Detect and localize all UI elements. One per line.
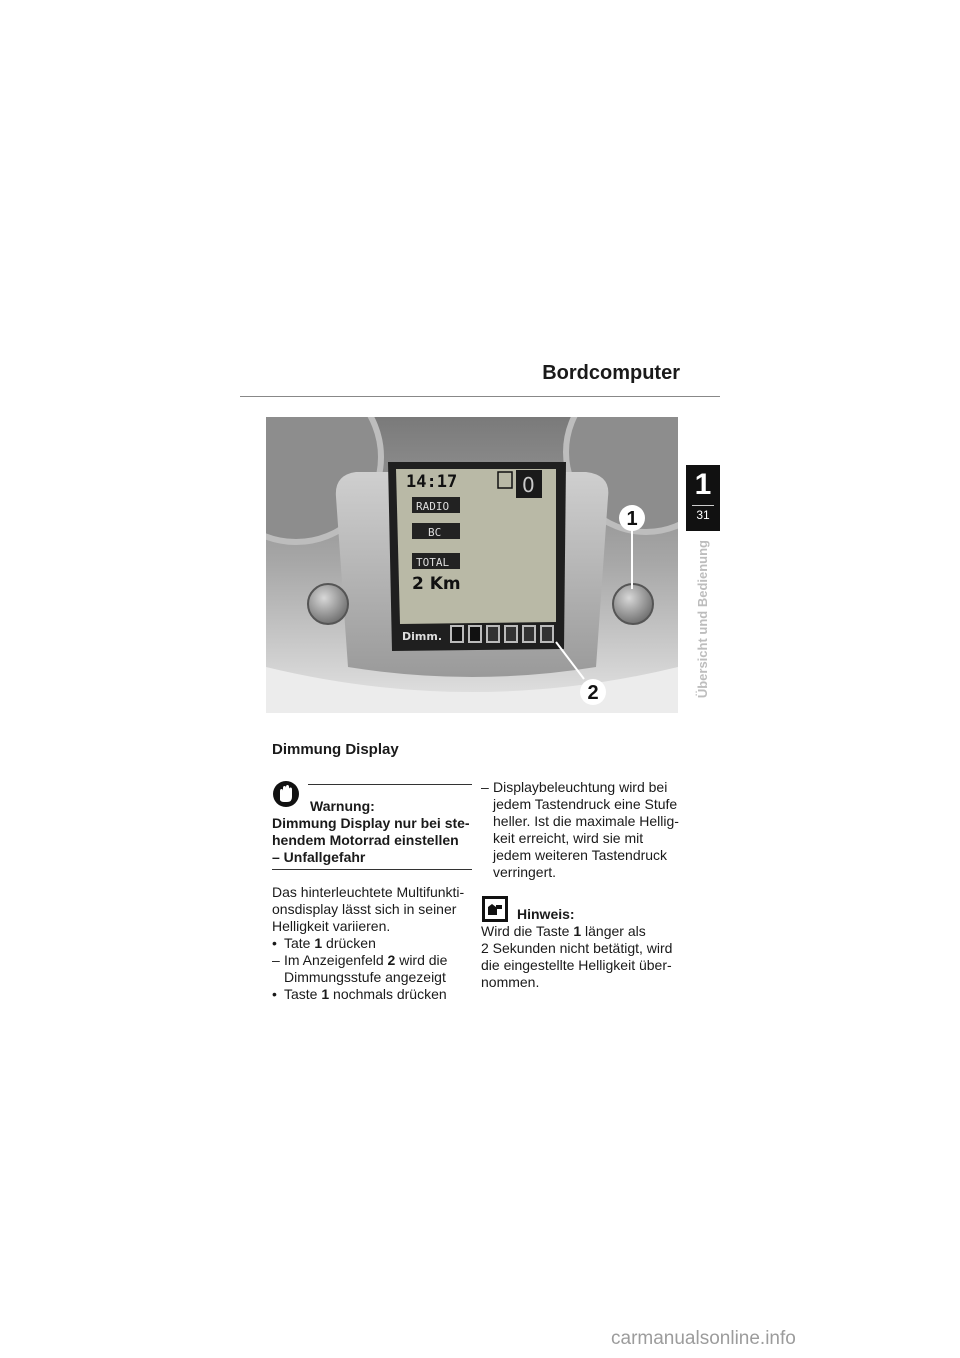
list-item: – Displaybeleuchtung wird bei jedem Tastendruck eine Stufe heller. Ist die maximale Hellig- keit erreicht, wird sie mit jedem weiteren Tastendruck verringert. [481,779,679,880]
display-dimm-label: Dimm. [402,630,443,643]
side-chapter-label: Übersicht und Bedienung [695,540,710,699]
intro-text: Das hinterleuchtete Multifunkti- onsdisplay lässt sich in seiner Helligkeit variieren. [272,884,465,934]
warning-box [272,782,472,870]
display-menu-bc: BC [428,526,442,539]
warning-label: Warnung: [310,798,375,814]
chapter-number: 1 [694,468,712,501]
left-column [272,782,472,1003]
display-menu-radio: RADIO [416,500,450,513]
page-header-title: Bordcomputer [542,362,680,384]
display-distance: 2 Km [412,574,461,594]
list-item: • Taste 1 nochmals drücken [272,986,447,1002]
watermark-text: carmanualsonline.info [611,1328,796,1349]
warning-hand-icon [272,780,300,808]
right-column [481,779,691,991]
note-label: Hinweis: [517,906,575,922]
display-gear: 0 [522,473,535,497]
list-item: • Tate 1 drücken [272,935,376,951]
warning-rule [308,784,472,785]
note-header [481,895,691,923]
note-icon [481,895,509,923]
note-text: Wird die Taste 1 länger als 2 Sekunden nicht betätigt, wird die eingestellte Helligkeit über- nommen. [481,923,673,990]
list-item: – Im Anzeigenfeld 2 wird die Dimmungsstufe angezeigt [272,952,448,985]
instrument-cluster-photo [266,417,678,713]
svg-text:1: 1 [626,508,638,530]
svg-text:2: 2 [587,682,599,704]
chapter-divider [692,505,714,506]
warning-text: Dimmung Display nur bei ste- hendem Motorrad einstellen – Unfallgefahr [272,815,470,865]
display-menu-total: TOTAL [416,556,450,569]
section-title: Dimmung Display [272,741,399,758]
dimm-button-1 [613,584,653,624]
chapter-tab [686,465,720,531]
left-button [308,584,348,624]
display-time: 14:17 [406,472,458,492]
page-number: 31 [696,508,710,522]
header-rule [240,396,720,397]
